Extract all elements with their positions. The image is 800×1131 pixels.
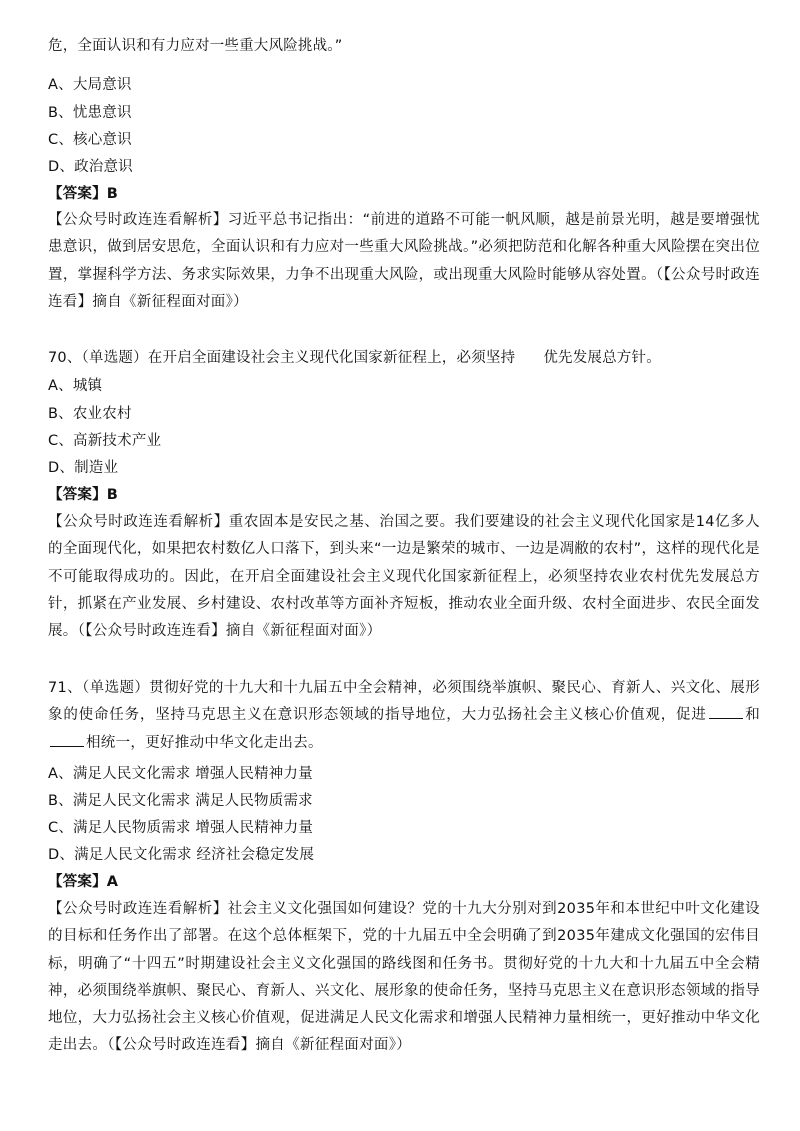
- q70-stem-post: 优先发展总方针。: [543, 350, 661, 366]
- q70-option-b: B、农业农村: [48, 406, 132, 422]
- q70-option-a: A、城镇: [48, 378, 103, 394]
- q70-answer: 【答案】B: [48, 487, 119, 503]
- q71-stem: [48, 675, 760, 757]
- q71-blank-2: [50, 732, 84, 747]
- q71-option-b: B、满足人民文化需求 满足人民物质需求: [48, 793, 313, 809]
- q70-stem: [48, 348, 661, 368]
- q71-stem-a: 71、（单选题）贯彻好党的十九大和十九届五中全会精神，必须围绕举旗帜、聚民心、育新人、兴文化、展形象的使命任务，坚持马克思主义在意识形态领域的指导地位，大力弘扬社会主义核心价值观，促进: [48, 680, 760, 724]
- q69-stem-tail: 危，全面认识和有力应对一些重大风险挑战。”: [48, 38, 343, 54]
- q71-blank-1: [709, 704, 743, 719]
- q69-option-a: A、大局意识: [48, 77, 132, 93]
- q71-option-a: A、满足人民文化需求 增强人民精神力量: [48, 766, 313, 782]
- q69-option-b: B、忧患意识: [48, 105, 132, 121]
- q71-option-c: C、满足人民物质需求 增强人民精神力量: [48, 820, 314, 836]
- q70-explanation: 【公众号时政连连看解析】重农固本是安民之基、治国之要。我们要建设的社会主义现代化国家是14亿多人的全面现代化，如果把农村数亿人口落下，到头来“一边是繁荣的城市、一边是凋敝的农村”，这样的现代化是不可能取得成功的。因此，在开启全面建设社会主义现代化国家新征程上，必须坚持农业农村优先发展总方针，抓紧在产业发展、乡村建设、农村改革等方面补齐短板，推动农业全面升级、农村全面进步、农民全面发展。（【公众号时政连连看】摘自《新征程面对面》）: [48, 514, 760, 640]
- q71-stem-b: 相统一，更好推动中华文化走出去。: [86, 734, 323, 751]
- q70-option-c: C、高新技术产业: [48, 433, 162, 449]
- q71-option-d: D、满足人民文化需求 经济社会稳定发展: [48, 847, 315, 863]
- q71-answer: 【答案】A: [48, 874, 119, 890]
- q69-option-d: D、政治意识: [48, 159, 133, 175]
- q71-explanation: 【公众号时政连连看解析】社会主义文化强国如何建设？党的十九大分别对到2035年和本世纪中叶文化建设的目标和任务作出了部署。在这个总体框架下，党的十九届五中全会明确了到2035年建成文化强国的宏伟目标，明确了“十四五”时期建设社会主义文化强国的路线图和任务书。贯彻好党的十九大和十九届五中全会精神，必须围绕举旗帜、聚民心、育新人、兴文化、展形象的使命任务，坚持马克思主义在意识形态领域的指导地位，大力弘扬社会主义核心价值观，促进满足人民文化需求和增强人民精神力量相统一，更好推动中华文化走出去。（【公众号时政连连看】摘自《新征程面对面》）: [48, 901, 760, 1054]
- q69-option-c: C、核心意识: [48, 132, 132, 148]
- q71-stem-mid: 和: [744, 707, 760, 724]
- q69-answer: 【答案】B: [48, 186, 119, 202]
- q70-stem-pre: 70、（单选题）在开启全面建设社会主义现代化国家新征程上，必须坚持: [48, 350, 516, 366]
- q69-explanation: 【公众号时政连连看解析】习近平总书记指出：“前进的道路不可能一帆风顺，越是前景光明，越是要增强忧患意识，做到居安思危，全面认识和有力应对一些重大风险挑战。”必须把防范和化解各种重大风险摆在突出位置，掌握科学方法、务求实际效果，力争不出现重大风险，或出现重大风险时能够从容处置。（【公众号时政连连看】摘自《新征程面对面》）: [48, 212, 760, 310]
- q70-option-d: D、制造业: [48, 460, 119, 476]
